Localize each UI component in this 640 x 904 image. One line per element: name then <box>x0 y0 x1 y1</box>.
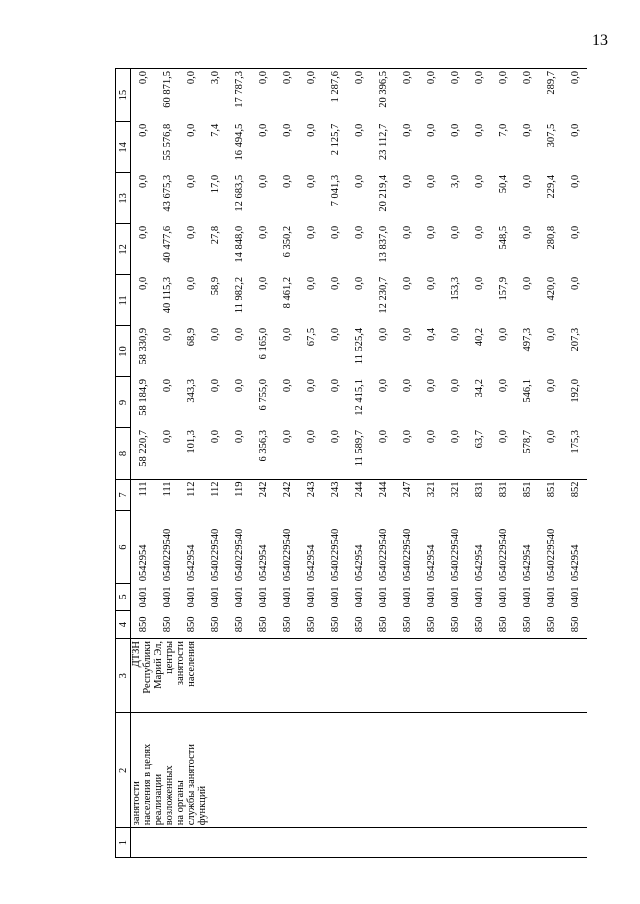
cell-c5: 0401 <box>425 586 437 608</box>
cell-c5: 0401 <box>521 586 533 608</box>
cell-description <box>131 713 588 828</box>
cell-c11: 40 115,3 <box>161 276 173 314</box>
cell-c5: 0401 <box>161 586 173 608</box>
cell-c9: 546,1 <box>521 378 533 403</box>
cell-c10: 0,0 <box>449 327 461 342</box>
cell-c14: 0,0 <box>185 123 197 137</box>
cell-c10: 67,5 <box>305 327 317 347</box>
cell-c14: 0,0 <box>521 123 533 137</box>
cell-c9: 0,0 <box>449 378 461 393</box>
cell-c11: 153,3 <box>449 276 461 301</box>
cell-c4: 850 <box>425 616 437 633</box>
cell-c13: 0,0 <box>185 174 197 188</box>
cell-c14: 0,0 <box>473 123 485 137</box>
cell-c6: 0540229540 <box>377 528 389 582</box>
cell-c15: 0,0 <box>347 69 371 122</box>
cell-c14: 307,5 <box>545 123 557 148</box>
cell-c6: 0540229540 <box>233 528 245 582</box>
cell-c9: 0,0 <box>161 378 173 393</box>
cell-c11: 0,0 <box>353 276 365 291</box>
cell-c7: 112 <box>203 479 227 511</box>
cell-c8: 0,0 <box>281 429 293 444</box>
cell-c13: 0,0 <box>473 174 485 188</box>
cell-c8: 175,3 <box>569 429 581 454</box>
cell-c9: 12 415,1 <box>353 378 365 416</box>
cell-c6: 0542954 <box>425 544 437 582</box>
cell-c5: 0401 <box>377 586 389 608</box>
cell-c7: 247 <box>395 479 419 511</box>
cell-c14: 16 494,5 <box>233 123 245 161</box>
column-header-2: 2 <box>116 713 131 828</box>
cell-c4: 850 <box>545 616 557 633</box>
cell-c10: 0,0 <box>209 327 221 342</box>
cell-c9: 0,0 <box>305 378 317 393</box>
cell-c15: 289,7 <box>539 69 563 122</box>
cell-c7: 112 <box>179 479 203 511</box>
cell-c5: 0401 <box>305 586 317 608</box>
cell-c9: 192,0 <box>569 378 581 403</box>
cell-c15: 0,0 <box>467 69 491 122</box>
cell-c10: 0,4 <box>425 327 437 342</box>
cell-c14: 0,0 <box>305 123 317 137</box>
cell-c14: 2 125,7 <box>329 123 341 156</box>
cell-c14: 7,4 <box>209 123 221 137</box>
cell-c6: 0540229540 <box>545 528 557 582</box>
cell-c8: 0,0 <box>545 429 557 444</box>
cell-c14: 0,0 <box>257 123 269 137</box>
cell-c12: 0,0 <box>449 225 461 239</box>
cell-c11: 0,0 <box>137 276 149 291</box>
cell-c10: 6 165,0 <box>257 327 269 360</box>
cell-c4: 850 <box>137 616 149 633</box>
cell-c8: 0,0 <box>449 429 461 444</box>
cell-c15: 0,0 <box>515 69 539 122</box>
cell-c8: 0,0 <box>401 429 413 444</box>
cell-c4: 850 <box>569 616 581 633</box>
cell-c10: 68,9 <box>185 327 197 347</box>
cell-c4: 850 <box>233 616 245 633</box>
cell-c13: 0,0 <box>305 174 317 188</box>
cell-c15: 0,0 <box>491 69 515 122</box>
cell-c4: 850 <box>257 616 269 633</box>
cell-c8: 11 589,7 <box>353 429 365 467</box>
cell-c8: 0,0 <box>209 429 221 444</box>
cell-c10: 11 525,4 <box>353 327 365 365</box>
cell-c12: 280,8 <box>545 225 557 250</box>
cell-c12: 0,0 <box>305 225 317 239</box>
cell-c6: 0542954 <box>257 544 269 582</box>
cell-c7: 831 <box>467 479 491 511</box>
cell-c13: 229,4 <box>545 174 557 199</box>
cell-c15: 3,0 <box>203 69 227 122</box>
cell-c8: 0,0 <box>425 429 437 444</box>
cell-c10: 0,0 <box>401 327 413 342</box>
cell-c6: 0540229540 <box>209 528 221 582</box>
cell-c13: 50,4 <box>497 174 509 194</box>
cell-c13: 0,0 <box>569 174 581 188</box>
cell-c13: 0,0 <box>521 174 533 188</box>
cell-c7: 242 <box>251 479 275 511</box>
cell-c7: 851 <box>539 479 563 511</box>
table-body <box>131 69 588 858</box>
cell-c14: 0,0 <box>353 123 365 137</box>
cell-c8: 63,7 <box>473 429 485 449</box>
cell-c5: 0401 <box>497 586 509 608</box>
cell-c4: 850 <box>377 616 389 633</box>
cell-c10: 0,0 <box>545 327 557 342</box>
cell-c4: 850 <box>401 616 413 633</box>
cell-c4: 850 <box>209 616 221 633</box>
cell-c9: 0,0 <box>209 378 221 393</box>
cell-c15: 17 787,3 <box>227 69 251 122</box>
cell-c12: 14 848,0 <box>233 225 245 263</box>
cell-c8: 578,7 <box>521 429 533 454</box>
cell-c5: 0401 <box>137 586 149 608</box>
cell-c15: 0,0 <box>419 69 443 122</box>
cell-c15: 1 287,6 <box>323 69 347 122</box>
cell-c6: 0540229540 <box>329 528 341 582</box>
page-number: 13 <box>592 32 608 49</box>
cell-c7: 242 <box>275 479 299 511</box>
cell-c13: 3,0 <box>449 174 461 188</box>
cell-c15: 20 396,5 <box>371 69 395 122</box>
cell-c9: 0,0 <box>545 378 557 393</box>
cell-c4: 850 <box>281 616 293 633</box>
cell-c7: 321 <box>443 479 467 511</box>
cell-c13: 0,0 <box>401 174 413 188</box>
cell-c15: 0,0 <box>443 69 467 122</box>
cell-c10: 40,2 <box>473 327 485 347</box>
cell-c8: 0,0 <box>329 429 341 444</box>
cell-c6: 0540229540 <box>449 528 461 582</box>
cell-c12: 0,0 <box>257 225 269 239</box>
cell-c14: 0,0 <box>449 123 461 137</box>
cell-c13: 0,0 <box>281 174 293 188</box>
cell-c11: 0,0 <box>569 276 581 291</box>
cell-executor <box>131 638 588 712</box>
cell-c10: 0,0 <box>377 327 389 342</box>
column-header-9: 9 <box>116 377 131 428</box>
cell-c4: 850 <box>449 616 461 633</box>
cell-c11: 0,0 <box>521 276 533 291</box>
cell-c11: 0,0 <box>185 276 197 291</box>
executor-text: ДТЗН Республики Марий Эл, центры занятости населения <box>131 640 197 694</box>
cell-c10: 0,0 <box>497 327 509 342</box>
cell-c15: 0,0 <box>131 69 156 122</box>
cell-c12: 0,0 <box>137 225 149 239</box>
column-header-8: 8 <box>116 428 131 479</box>
cell-c9: 0,0 <box>281 378 293 393</box>
cell-c12: 548,5 <box>497 225 509 250</box>
cell-c9: 0,0 <box>377 378 389 393</box>
cell-c10: 0,0 <box>233 327 245 342</box>
cell-c5: 0401 <box>209 586 221 608</box>
cell-c14: 55 576,8 <box>161 123 173 161</box>
cell-c7: 244 <box>371 479 395 511</box>
cell-c12: 6 350,2 <box>281 225 293 258</box>
cell-c4: 850 <box>473 616 485 633</box>
cell-c14: 0,0 <box>569 123 581 137</box>
cell-c12: 0,0 <box>185 225 197 239</box>
cell-c14: 0,0 <box>281 123 293 137</box>
cell-c6: 0542954 <box>137 544 149 582</box>
cell-c11: 0,0 <box>329 276 341 291</box>
cell-c12: 13 837,0 <box>377 225 389 263</box>
cell-c7: 111 <box>155 479 179 511</box>
cell-c9: 0,0 <box>497 378 509 393</box>
column-header-10: 10 <box>116 326 131 377</box>
cell-c15: 60 871,5 <box>155 69 179 122</box>
cell-c8: 0,0 <box>377 429 389 444</box>
budget-table <box>115 68 587 858</box>
cell-c7: 111 <box>131 479 156 511</box>
cell-c8: 0,0 <box>305 429 317 444</box>
cell-c15: 0,0 <box>251 69 275 122</box>
cell-c11: 0,0 <box>305 276 317 291</box>
cell-c12: 0,0 <box>425 225 437 239</box>
column-header-11: 11 <box>116 275 131 326</box>
cell-c13: 0,0 <box>425 174 437 188</box>
cell-c6: 0540229540 <box>281 528 293 582</box>
cell-c11: 157,9 <box>497 276 509 301</box>
cell-c12: 0,0 <box>353 225 365 239</box>
cell-c4: 850 <box>521 616 533 633</box>
cell-c6: 0542954 <box>569 544 581 582</box>
cell-c6: 0542954 <box>185 544 197 582</box>
table-row <box>131 69 156 858</box>
cell-c10: 0,0 <box>329 327 341 342</box>
cell-c5: 0401 <box>569 586 581 608</box>
cell-c5: 0401 <box>257 586 269 608</box>
cell-c7: 851 <box>515 479 539 511</box>
cell-c8: 0,0 <box>161 429 173 444</box>
cell-c14: 0,0 <box>137 123 149 137</box>
cell-c14: 0,0 <box>401 123 413 137</box>
cell-c9: 6 755,0 <box>257 378 269 411</box>
column-header-4: 4 <box>116 611 131 639</box>
header-row <box>116 69 131 858</box>
cell-c11: 0,0 <box>257 276 269 291</box>
cell-c12: 0,0 <box>401 225 413 239</box>
cell-c12: 0,0 <box>473 225 485 239</box>
cell-c7: 852 <box>563 479 587 511</box>
cell-c5: 0401 <box>185 586 197 608</box>
cell-c5: 0401 <box>329 586 341 608</box>
cell-c10: 58 330,9 <box>137 327 149 365</box>
cell-c12: 27,8 <box>209 225 221 245</box>
cell-c5: 0401 <box>281 586 293 608</box>
column-header-3: 3 <box>116 638 131 712</box>
cell-c4: 850 <box>161 616 173 633</box>
cell-c10: 0,0 <box>281 327 293 342</box>
cell-c10: 497,3 <box>521 327 533 352</box>
cell-c11: 420,0 <box>545 276 557 301</box>
cell-c13: 43 675,3 <box>161 174 173 212</box>
cell-c15: 0,0 <box>395 69 419 122</box>
column-header-5: 5 <box>116 583 131 611</box>
cell-c8: 0,0 <box>497 429 509 444</box>
cell-col1 <box>131 828 588 858</box>
cell-c15: 0,0 <box>299 69 323 122</box>
cell-c7: 243 <box>299 479 323 511</box>
cell-c13: 0,0 <box>257 174 269 188</box>
cell-c13: 20 219,4 <box>377 174 389 212</box>
cell-c11: 0,0 <box>473 276 485 291</box>
cell-c4: 850 <box>185 616 197 633</box>
cell-c11: 11 982,2 <box>233 276 245 314</box>
cell-c5: 0401 <box>401 586 413 608</box>
cell-c13: 0,0 <box>353 174 365 188</box>
cell-c11: 12 230,7 <box>377 276 389 314</box>
cell-c13: 12 683,5 <box>233 174 245 212</box>
cell-c5: 0401 <box>353 586 365 608</box>
cell-c4: 850 <box>353 616 365 633</box>
cell-c9: 0,0 <box>401 378 413 393</box>
cell-c9: 0,0 <box>329 378 341 393</box>
cell-c4: 850 <box>305 616 317 633</box>
column-header-15: 15 <box>116 69 131 122</box>
cell-c9: 34,2 <box>473 378 485 398</box>
cell-c11: 0,0 <box>425 276 437 291</box>
cell-c4: 850 <box>497 616 509 633</box>
cell-c15: 0,0 <box>179 69 203 122</box>
cell-c6: 0542954 <box>473 544 485 582</box>
cell-c9: 0,0 <box>233 378 245 393</box>
cell-c4: 850 <box>329 616 341 633</box>
cell-c6: 0542954 <box>521 544 533 582</box>
description-text: занятости населения в целях реализации возложенных на органы службы занятости функций <box>131 743 208 826</box>
column-header-14: 14 <box>116 122 131 173</box>
cell-c11: 0,0 <box>401 276 413 291</box>
cell-c6: 0542954 <box>353 544 365 582</box>
cell-c9: 0,0 <box>425 378 437 393</box>
cell-c12: 0,0 <box>569 225 581 239</box>
cell-c8: 0,0 <box>233 429 245 444</box>
cell-c8: 6 356,3 <box>257 429 269 462</box>
cell-c14: 23 112,7 <box>377 123 389 161</box>
cell-c15: 0,0 <box>563 69 587 122</box>
cell-c7: 321 <box>419 479 443 511</box>
cell-c11: 8 461,2 <box>281 276 293 309</box>
cell-c5: 0401 <box>233 586 245 608</box>
cell-c8: 58 220,7 <box>137 429 149 467</box>
cell-c6: 0542954 <box>305 544 317 582</box>
cell-c12: 40 477,6 <box>161 225 173 263</box>
cell-c12: 0,0 <box>329 225 341 239</box>
column-header-1: 1 <box>116 828 131 858</box>
cell-c14: 0,0 <box>425 123 437 137</box>
cell-c5: 0401 <box>473 586 485 608</box>
cell-c13: 17,0 <box>209 174 221 194</box>
cell-c5: 0401 <box>449 586 461 608</box>
cell-c10: 207,3 <box>569 327 581 352</box>
cell-c7: 243 <box>323 479 347 511</box>
cell-c10: 0,0 <box>161 327 173 342</box>
cell-c7: 119 <box>227 479 251 511</box>
column-header-6: 6 <box>116 511 131 583</box>
column-header-13: 13 <box>116 173 131 224</box>
cell-c13: 7 041,3 <box>329 174 341 207</box>
cell-c9: 343,3 <box>185 378 197 403</box>
cell-c8: 101,3 <box>185 429 197 454</box>
cell-c7: 831 <box>491 479 515 511</box>
cell-c6: 0540229540 <box>401 528 413 582</box>
cell-c9: 58 184,9 <box>137 378 149 416</box>
cell-c5: 0401 <box>545 586 557 608</box>
cell-c12: 0,0 <box>521 225 533 239</box>
cell-c15: 0,0 <box>275 69 299 122</box>
cell-c14: 7,0 <box>497 123 509 137</box>
budget-table-rotated <box>115 68 640 858</box>
column-header-12: 12 <box>116 224 131 275</box>
cell-c7: 244 <box>347 479 371 511</box>
cell-c6: 0540229540 <box>161 528 173 582</box>
cell-c6: 0540229540 <box>497 528 509 582</box>
cell-c11: 58,9 <box>209 276 221 296</box>
column-header-7: 7 <box>116 479 131 511</box>
cell-c13: 0,0 <box>137 174 149 188</box>
